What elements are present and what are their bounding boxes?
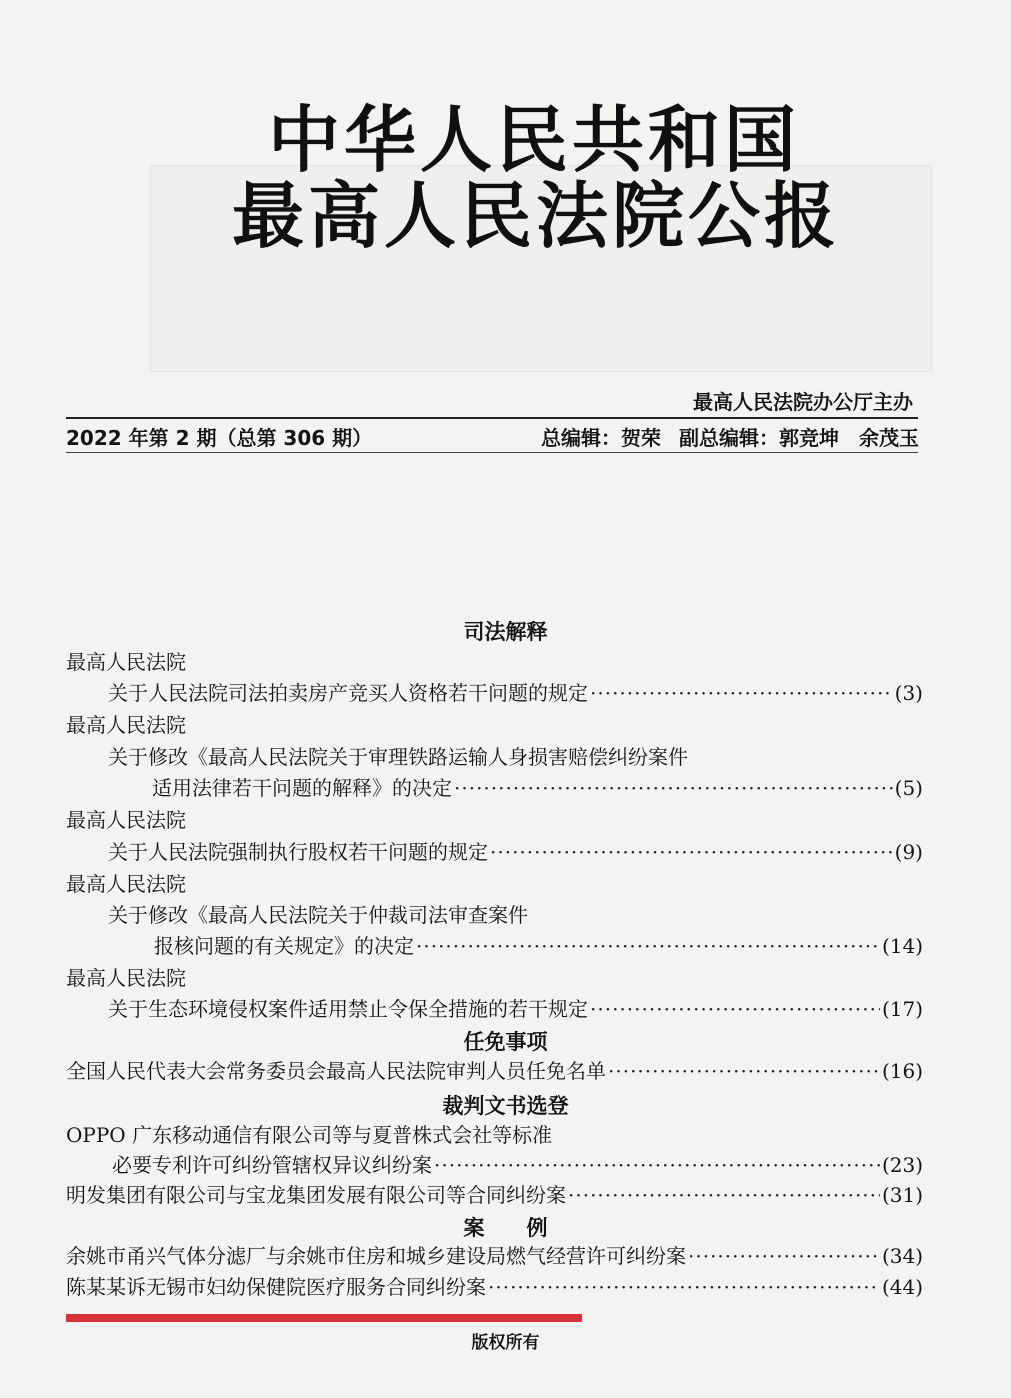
dot-leader	[416, 932, 880, 960]
toc-entry-text: 陈某某诉无锡市妇幼保健院医疗服务合同纠纷案	[66, 1275, 486, 1299]
editors-line	[523, 422, 919, 451]
toc-entry-text: 余姚市甬兴气体分滤厂与余姚市住房和城乡建设局燃气经营许可纠纷案	[66, 1244, 686, 1268]
toc-entry-2-line1[interactable]: 关于修改《最高人民法院关于审理铁路运输人身损害赔偿纠纷案件	[108, 745, 688, 769]
section-judgments: 裁判文书选登	[442, 1094, 569, 1118]
toc-page-number: (16)	[881, 1059, 923, 1083]
toc-entry-4[interactable]	[154, 932, 923, 960]
dot-leader	[608, 1057, 880, 1085]
toc-page-number: (9)	[894, 840, 923, 864]
dot-leader	[434, 1151, 880, 1179]
toc-entry-5[interactable]	[108, 995, 923, 1023]
dot-leader	[454, 774, 893, 802]
header-rule-bottom	[66, 452, 918, 453]
toc-org-1: 最高人民法院	[66, 650, 186, 674]
toc-page-number: (14)	[881, 934, 923, 958]
toc-entry-2[interactable]	[152, 774, 923, 802]
toc-entry-text: 关于人民法院强制执行股权若干问题的规定	[108, 840, 488, 864]
deputy-editors: 副总编辑：郭竞坤 余茂玉	[679, 426, 919, 450]
header-rule-top	[66, 417, 918, 419]
toc-entry-text: 必要专利许可纠纷管辖权异议纠纷案	[112, 1153, 432, 1177]
toc-page-number: (17)	[881, 997, 923, 1021]
toc-page-number: (44)	[881, 1275, 923, 1299]
toc-entry-text: 关于生态环境侵权案件适用禁止令保全措施的若干规定	[108, 997, 588, 1021]
section-appointments: 任免事项	[463, 1030, 548, 1054]
issue-number: 2022 年第 2 期（总第 306 期）	[66, 426, 373, 450]
toc-entry-text: 明发集团有限公司与宝龙集团发展有限公司等合同纠纷案	[66, 1183, 566, 1207]
toc-entry-text: 报核问题的有关规定》的决定	[154, 934, 414, 958]
toc-entry-10[interactable]	[66, 1273, 923, 1301]
dot-leader	[488, 1273, 880, 1301]
copyright-notice: 版权所有	[471, 1333, 540, 1353]
sponsor-text: 最高人民法院办公厅主办	[693, 390, 913, 414]
dot-leader	[688, 1242, 880, 1270]
toc-page-number: (31)	[881, 1183, 923, 1207]
toc-entry-text: 关于人民法院司法拍卖房产竞买人资格若干问题的规定	[108, 681, 588, 705]
toc-page-number: (3)	[894, 681, 923, 705]
toc-entry-4-line1[interactable]: 关于修改《最高人民法院关于仲裁司法审查案件	[108, 903, 528, 927]
toc-entry-6[interactable]	[66, 1057, 923, 1085]
dot-leader	[568, 1181, 880, 1209]
toc-org-3: 最高人民法院	[66, 808, 186, 832]
toc-entry-1[interactable]	[108, 679, 923, 707]
toc-org-4: 最高人民法院	[66, 872, 186, 896]
masthead-title-line-2: 最高人民法院公报	[232, 174, 841, 258]
toc-entry-7[interactable]	[112, 1151, 923, 1179]
toc-page-number: (23)	[881, 1153, 923, 1177]
chief-editor: 总编辑：贺荣	[541, 426, 661, 450]
toc-entry-3[interactable]	[108, 838, 923, 866]
toc-entry-text: 适用法律若干问题的解释》的决定	[152, 776, 452, 800]
toc-entry-text: 全国人民代表大会常务委员会最高人民法院审判人员任免名单	[66, 1059, 606, 1083]
toc-org-2: 最高人民法院	[66, 713, 186, 737]
dot-leader	[590, 995, 880, 1023]
toc-entry-7-line1[interactable]: OPPO 广东移动通信有限公司等与夏普株式会社等标准	[66, 1123, 553, 1147]
section-cases: 案 例	[463, 1216, 548, 1240]
toc-entry-9[interactable]	[66, 1242, 923, 1270]
dot-leader	[490, 838, 893, 866]
masthead-title-line-1: 中华人民共和国	[268, 98, 801, 182]
section-judicial-interpretation: 司法解释	[463, 620, 548, 644]
red-accent-bar	[66, 1314, 582, 1322]
toc-page-number: (5)	[894, 776, 923, 800]
toc-org-5: 最高人民法院	[66, 966, 186, 990]
toc-entry-8[interactable]	[66, 1181, 923, 1209]
dot-leader	[590, 679, 893, 707]
toc-page-number: (34)	[881, 1244, 923, 1268]
